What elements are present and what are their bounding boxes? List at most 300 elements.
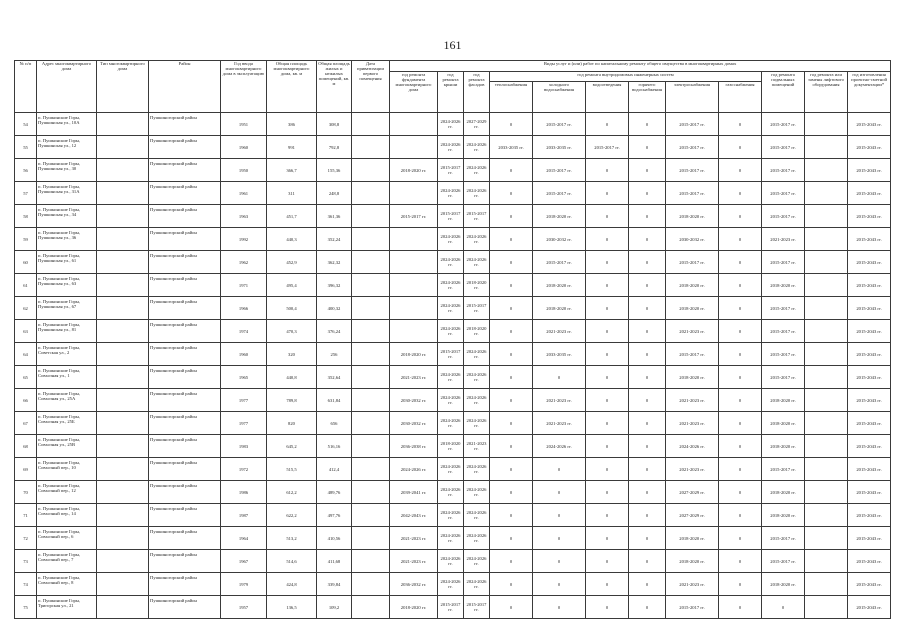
cell-privatization bbox=[352, 159, 390, 182]
cell-num: 69 bbox=[15, 458, 37, 481]
table-row bbox=[15, 412, 891, 435]
cell-address: п. Пушкинские Горы, Совхозная ул., 25А bbox=[37, 389, 97, 412]
cell-house-type bbox=[97, 596, 149, 619]
cell-num: 73 bbox=[15, 550, 37, 573]
cell-num: 56 bbox=[15, 159, 37, 182]
cell-heat: 0 bbox=[490, 320, 533, 343]
cell-design-docs: 2015-2043 гг. bbox=[848, 481, 891, 504]
cell-cold-water: 2021-2023 гг. bbox=[533, 412, 586, 435]
cell-hot-water: 0 bbox=[629, 136, 666, 159]
cell-house-type bbox=[97, 274, 149, 297]
cell-electric: 2015-2017 гг. bbox=[666, 113, 719, 136]
cell-total-area: 500,4 bbox=[267, 297, 317, 320]
cell-foundation bbox=[390, 113, 438, 136]
cell-lift bbox=[805, 343, 848, 366]
cell-roof: 2024-2026 гг. bbox=[438, 412, 464, 435]
cell-num: 61 bbox=[15, 274, 37, 297]
cell-design-docs: 2015-2043 гг. bbox=[848, 274, 891, 297]
cell-privatization bbox=[352, 251, 390, 274]
cell-electric: 2027-2029 гг. bbox=[666, 504, 719, 527]
cell-total-area: 470,3 bbox=[267, 320, 317, 343]
header-year: Год ввода многоквартирного дома в эксплуатацию bbox=[221, 61, 267, 113]
cell-house-type bbox=[97, 297, 149, 320]
cell-electric: 2021-2023 гг. bbox=[666, 389, 719, 412]
cell-facade: 2024-2026 гг. bbox=[464, 366, 490, 389]
table-row bbox=[15, 113, 891, 136]
cell-sewer: 0 bbox=[586, 596, 629, 619]
cell-basements: 2018-2020 гг. bbox=[762, 412, 805, 435]
cell-num: 65 bbox=[15, 366, 37, 389]
cell-heat: 0 bbox=[490, 113, 533, 136]
cell-num: 55 bbox=[15, 136, 37, 159]
cell-design-docs: 2015-2043 гг. bbox=[848, 136, 891, 159]
header-total-area: Общая площадь многоквартирного дома, кв. м bbox=[267, 61, 317, 113]
cell-facade: 2024-2026 гг. bbox=[464, 481, 490, 504]
cell-hot-water: 0 bbox=[629, 113, 666, 136]
cell-privatization bbox=[352, 228, 390, 251]
cell-design-docs: 2015-2043 гг. bbox=[848, 573, 891, 596]
cell-electric: 2015-2017 гг. bbox=[666, 182, 719, 205]
cell-heat: 0 bbox=[490, 389, 533, 412]
cell-district: Пушкиногорский район bbox=[149, 274, 221, 297]
cell-cold-water: 0 bbox=[533, 596, 586, 619]
cell-gas: 0 bbox=[719, 136, 762, 159]
cell-facade: 2024-2026 гг. bbox=[464, 251, 490, 274]
cell-house-type bbox=[97, 228, 149, 251]
cell-hot-water: 0 bbox=[629, 504, 666, 527]
cell-year: 1961 bbox=[221, 182, 267, 205]
cell-living-area: 412,4 bbox=[317, 458, 352, 481]
cell-lift bbox=[805, 205, 848, 228]
cell-hot-water: 0 bbox=[629, 297, 666, 320]
cell-hot-water: 0 bbox=[629, 205, 666, 228]
cell-electric: 2018-2020 гг. bbox=[666, 297, 719, 320]
cell-cold-water: 2021-2023 гг. bbox=[533, 389, 586, 412]
header-num: № п/п bbox=[15, 61, 37, 113]
cell-foundation bbox=[390, 182, 438, 205]
cell-district: Пушкиногорский район bbox=[149, 366, 221, 389]
cell-gas: 0 bbox=[719, 228, 762, 251]
cell-district: Пушкиногорский район bbox=[149, 573, 221, 596]
cell-lift bbox=[805, 412, 848, 435]
cell-gas: 0 bbox=[719, 481, 762, 504]
cell-heat: 0 bbox=[490, 366, 533, 389]
cell-year: 1957 bbox=[221, 596, 267, 619]
cell-hot-water: 0 bbox=[629, 389, 666, 412]
cell-gas: 0 bbox=[719, 297, 762, 320]
cell-facade: 2015-2017 гг. bbox=[464, 297, 490, 320]
cell-sewer: 0 bbox=[586, 458, 629, 481]
cell-lift bbox=[805, 550, 848, 573]
cell-basements: 2018-2020 гг. bbox=[762, 504, 805, 527]
cell-cold-water: 0 bbox=[533, 550, 586, 573]
cell-privatization bbox=[352, 136, 390, 159]
cell-electric: 2018-2020 гг. bbox=[666, 205, 719, 228]
cell-electric: 2018-2020 гг. bbox=[666, 550, 719, 573]
cell-electric: 2018-2020 гг. bbox=[666, 366, 719, 389]
cell-heat: 0 bbox=[490, 182, 533, 205]
cell-cold-water: 2018-2020 гг. bbox=[533, 205, 586, 228]
header-facade: год ремонта фасадов bbox=[464, 72, 490, 113]
cell-heat: 0 bbox=[490, 228, 533, 251]
cell-gas: 0 bbox=[719, 412, 762, 435]
cell-address: п. Пушкинские Горы, Пушкинская ул., 67 bbox=[37, 297, 97, 320]
table-row bbox=[15, 343, 891, 366]
cell-year: 1974 bbox=[221, 320, 267, 343]
cell-address: п. Пушкинские Горы, Пушкинская ул., 30 bbox=[37, 159, 97, 182]
cell-sewer: 0 bbox=[586, 113, 629, 136]
cell-facade: 2027-2029 гг. bbox=[464, 113, 490, 136]
cell-roof: 2018-2020 гг. bbox=[438, 435, 464, 458]
header-hot-water: горячего водоснабжения bbox=[629, 82, 666, 113]
cell-hot-water: 0 bbox=[629, 251, 666, 274]
cell-district: Пушкиногорский район bbox=[149, 297, 221, 320]
cell-house-type bbox=[97, 481, 149, 504]
cell-cold-water: 0 bbox=[533, 504, 586, 527]
table-row bbox=[15, 596, 891, 619]
cell-address: п. Пушкинские Горы, Пушкинская ул., 10А bbox=[37, 113, 97, 136]
cell-num: 70 bbox=[15, 481, 37, 504]
cell-num: 68 bbox=[15, 435, 37, 458]
cell-electric: 2015-2017 гг. bbox=[666, 136, 719, 159]
header-cold-water: холодного водоснабжения bbox=[533, 82, 586, 113]
cell-cold-water: 2015-2017 гг. bbox=[533, 182, 586, 205]
cell-design-docs: 2015-2043 гг. bbox=[848, 458, 891, 481]
table-row bbox=[15, 435, 891, 458]
cell-cold-water: 2030-2032 гг. bbox=[533, 228, 586, 251]
cell-house-type bbox=[97, 458, 149, 481]
cell-hot-water: 0 bbox=[629, 481, 666, 504]
cell-heat: 0 bbox=[490, 550, 533, 573]
cell-district: Пушкиногорский район bbox=[149, 435, 221, 458]
cell-house-type bbox=[97, 573, 149, 596]
cell-total-area: 440,3 bbox=[267, 228, 317, 251]
cell-district: Пушкиногорский район bbox=[149, 504, 221, 527]
cell-roof: 2015-2017 гг. bbox=[438, 205, 464, 228]
header-privatization: Дата приватизации первого помещения bbox=[352, 61, 390, 113]
cell-house-type bbox=[97, 159, 149, 182]
cell-num: 59 bbox=[15, 228, 37, 251]
cell-gas: 0 bbox=[719, 596, 762, 619]
cell-living-area: 376,24 bbox=[317, 320, 352, 343]
cell-sewer: 0 bbox=[586, 343, 629, 366]
cell-gas: 0 bbox=[719, 274, 762, 297]
cell-roof: 2024-2026 гг. bbox=[438, 458, 464, 481]
cell-hot-water: 0 bbox=[629, 435, 666, 458]
cell-living-area: 631,84 bbox=[317, 389, 352, 412]
cell-address: п. Пушкинские Горы, Пушкинская ул., 61 bbox=[37, 251, 97, 274]
cell-house-type bbox=[97, 205, 149, 228]
cell-sewer: 0 bbox=[586, 481, 629, 504]
cell-heat: 0 bbox=[490, 527, 533, 550]
cell-cold-water: 2033-2035 гг. bbox=[533, 343, 586, 366]
cell-year: 1986 bbox=[221, 481, 267, 504]
cell-facade: 2024-2026 гг. bbox=[464, 412, 490, 435]
cell-hot-water: 0 bbox=[629, 343, 666, 366]
cell-address: п. Пушкинские Горы, Советская ул., 2 bbox=[37, 343, 97, 366]
cell-roof: 2015-2017 гг. bbox=[438, 159, 464, 182]
cell-num: 67 bbox=[15, 412, 37, 435]
cell-electric: 2015-2017 гг. bbox=[666, 159, 719, 182]
cell-electric: 2021-2023 гг. bbox=[666, 573, 719, 596]
table-row bbox=[15, 320, 891, 343]
cell-design-docs: 2015-2043 гг. bbox=[848, 504, 891, 527]
cell-basements: 2018-2020 гг. bbox=[762, 481, 805, 504]
cell-roof: 2024-2026 гг. bbox=[438, 251, 464, 274]
cell-facade: 2024-2026 гг. bbox=[464, 527, 490, 550]
cell-living-area: 792,8 bbox=[317, 136, 352, 159]
cell-year: 1977 bbox=[221, 412, 267, 435]
cell-total-area: 515,5 bbox=[267, 458, 317, 481]
cell-gas: 0 bbox=[719, 251, 762, 274]
cell-roof: 2024-2026 гг. bbox=[438, 228, 464, 251]
cell-roof: 2024-2026 гг. bbox=[438, 550, 464, 573]
table-row bbox=[15, 550, 891, 573]
header-house-type: Тип многоквартирного дома bbox=[97, 61, 149, 113]
cell-sewer: 0 bbox=[586, 297, 629, 320]
cell-district: Пушкиногорский район bbox=[149, 251, 221, 274]
cell-total-area: 424,8 bbox=[267, 573, 317, 596]
cell-house-type bbox=[97, 527, 149, 550]
cell-lift bbox=[805, 159, 848, 182]
cell-facade: 2018-2020 гг. bbox=[464, 320, 490, 343]
cell-total-area: 495,4 bbox=[267, 274, 317, 297]
cell-basements: 2015-2017 гг. bbox=[762, 366, 805, 389]
cell-num: 58 bbox=[15, 205, 37, 228]
cell-total-area: 320 bbox=[267, 343, 317, 366]
table-row bbox=[15, 366, 891, 389]
cell-sewer: 0 bbox=[586, 504, 629, 527]
cell-privatization bbox=[352, 113, 390, 136]
cell-basements: 2018-2020 гг. bbox=[762, 274, 805, 297]
cell-design-docs: 2015-2043 гг. bbox=[848, 435, 891, 458]
cell-privatization bbox=[352, 366, 390, 389]
cell-cold-water: 0 bbox=[533, 481, 586, 504]
cell-district: Пушкиногорский район bbox=[149, 228, 221, 251]
cell-roof: 2024-2026 гг. bbox=[438, 481, 464, 504]
cell-hot-water: 0 bbox=[629, 527, 666, 550]
cell-district: Пушкиногорский район bbox=[149, 481, 221, 504]
cell-electric: 2015-2017 гг. bbox=[666, 596, 719, 619]
cell-living-area: 361,36 bbox=[317, 205, 352, 228]
cell-heat: 0 bbox=[490, 205, 533, 228]
cell-lift bbox=[805, 504, 848, 527]
cell-hot-water: 0 bbox=[629, 274, 666, 297]
cell-roof: 2024-2026 гг. bbox=[438, 113, 464, 136]
cell-design-docs: 2015-2043 гг. bbox=[848, 205, 891, 228]
cell-privatization bbox=[352, 320, 390, 343]
cell-roof: 2024-2026 гг. bbox=[438, 527, 464, 550]
cell-basements: 2021-2023 гг. bbox=[762, 228, 805, 251]
cell-basements: 2015-2017 гг. bbox=[762, 527, 805, 550]
cell-address: п. Пушкинские Горы, Совхозная ул., 25Б bbox=[37, 412, 97, 435]
cell-design-docs: 2015-2043 гг. bbox=[848, 412, 891, 435]
cell-foundation: 2030-2032 гг. bbox=[390, 412, 438, 435]
cell-hot-water: 0 bbox=[629, 228, 666, 251]
cell-house-type bbox=[97, 136, 149, 159]
cell-sewer: 2015-2017 гг. bbox=[586, 136, 629, 159]
cell-foundation: 2042-2043 гг. bbox=[390, 504, 438, 527]
cell-foundation: 2021-2023 гг. bbox=[390, 550, 438, 573]
cell-basements: 2015-2017 гг. bbox=[762, 251, 805, 274]
page-number: 161 bbox=[443, 38, 462, 52]
cell-total-area: 789,8 bbox=[267, 389, 317, 412]
cell-total-area: 366,7 bbox=[267, 159, 317, 182]
cell-num: 74 bbox=[15, 573, 37, 596]
cell-heat: 0 bbox=[490, 297, 533, 320]
cell-roof: 2024-2026 гг. bbox=[438, 573, 464, 596]
cell-design-docs: 2015-2043 гг. bbox=[848, 366, 891, 389]
cell-sewer: 0 bbox=[586, 251, 629, 274]
cell-heat: 0 bbox=[490, 343, 533, 366]
cell-heat: 0 bbox=[490, 596, 533, 619]
cell-hot-water: 0 bbox=[629, 596, 666, 619]
header-living-area: Общая площадь жилых и нежилых помещений, кв. м bbox=[317, 61, 352, 113]
cell-gas: 0 bbox=[719, 182, 762, 205]
cell-electric: 2030-2032 гг. bbox=[666, 228, 719, 251]
cell-gas: 0 bbox=[719, 504, 762, 527]
cell-year: 1951 bbox=[221, 113, 267, 136]
cell-hot-water: 0 bbox=[629, 573, 666, 596]
cell-heat: 0 bbox=[490, 573, 533, 596]
table-row bbox=[15, 159, 891, 182]
cell-house-type bbox=[97, 366, 149, 389]
cell-privatization bbox=[352, 596, 390, 619]
cell-heat: 0 bbox=[490, 481, 533, 504]
header-roof: год ремонта крыши bbox=[438, 72, 464, 113]
cell-house-type bbox=[97, 412, 149, 435]
cell-privatization bbox=[352, 458, 390, 481]
cell-basements: 2015-2017 гг. bbox=[762, 136, 805, 159]
cell-total-area: 452,9 bbox=[267, 251, 317, 274]
cell-design-docs: 2015-2043 гг. bbox=[848, 389, 891, 412]
cell-cold-water: 0 bbox=[533, 366, 586, 389]
cell-district: Пушкиногорский район bbox=[149, 113, 221, 136]
cell-privatization bbox=[352, 527, 390, 550]
cell-privatization bbox=[352, 274, 390, 297]
cell-gas: 0 bbox=[719, 366, 762, 389]
cell-roof: 2024-2026 гг. bbox=[438, 297, 464, 320]
cell-gas: 0 bbox=[719, 389, 762, 412]
cell-lift bbox=[805, 458, 848, 481]
cell-district: Пушкиногорский район bbox=[149, 343, 221, 366]
cell-gas: 0 bbox=[719, 343, 762, 366]
cell-address: п. Пушкинские Горы, Совхозный пер., 14 bbox=[37, 504, 97, 527]
cell-basements: 2015-2017 гг. bbox=[762, 550, 805, 573]
cell-total-area: 386 bbox=[267, 113, 317, 136]
cell-living-area: 352,24 bbox=[317, 228, 352, 251]
cell-lift bbox=[805, 435, 848, 458]
cell-privatization bbox=[352, 435, 390, 458]
cell-district: Пушкиногорский район bbox=[149, 182, 221, 205]
cell-foundation: 2018-2020 гг. bbox=[390, 159, 438, 182]
cell-lift bbox=[805, 297, 848, 320]
cell-sewer: 0 bbox=[586, 228, 629, 251]
cell-total-area: 622,2 bbox=[267, 504, 317, 527]
cell-privatization bbox=[352, 550, 390, 573]
cell-privatization bbox=[352, 297, 390, 320]
cell-design-docs: 2015-2043 гг. bbox=[848, 297, 891, 320]
cell-roof: 2024-2026 гг. bbox=[438, 182, 464, 205]
cell-foundation bbox=[390, 297, 438, 320]
cell-lift bbox=[805, 389, 848, 412]
cell-sewer: 0 bbox=[586, 412, 629, 435]
table-row bbox=[15, 389, 891, 412]
cell-sewer: 0 bbox=[586, 389, 629, 412]
cell-hot-water: 0 bbox=[629, 550, 666, 573]
cell-house-type bbox=[97, 113, 149, 136]
cell-district: Пушкиногорский район bbox=[149, 205, 221, 228]
cell-gas: 0 bbox=[719, 573, 762, 596]
header-networks-group: год ремонта внутридомовых инженерных систем bbox=[490, 72, 762, 82]
cell-year: 1992 bbox=[221, 228, 267, 251]
cell-privatization bbox=[352, 481, 390, 504]
cell-foundation: 2015-2017 гг. bbox=[390, 205, 438, 228]
cell-address: п. Пушкинские Горы, Совхозный пер., 6 bbox=[37, 527, 97, 550]
cell-total-area: 311 bbox=[267, 182, 317, 205]
cell-design-docs: 2015-2043 гг. bbox=[848, 159, 891, 182]
cell-lift bbox=[805, 320, 848, 343]
cell-district: Пушкиногорский район bbox=[149, 159, 221, 182]
header-lift: год ремонта или замены лифтового оборудования bbox=[805, 72, 848, 113]
cell-year: 1971 bbox=[221, 274, 267, 297]
cell-sewer: 0 bbox=[586, 550, 629, 573]
header-design-docs: год изготовления проектно-сметной документации* bbox=[848, 72, 891, 113]
cell-num: 72 bbox=[15, 527, 37, 550]
cell-privatization bbox=[352, 205, 390, 228]
cell-design-docs: 2015-2043 гг. bbox=[848, 527, 891, 550]
cell-living-area: 352,64 bbox=[317, 366, 352, 389]
table-row bbox=[15, 527, 891, 550]
cell-house-type bbox=[97, 320, 149, 343]
cell-heat: 0 bbox=[490, 412, 533, 435]
cell-num: 62 bbox=[15, 297, 37, 320]
cell-district: Пушкиногорский район bbox=[149, 550, 221, 573]
cell-electric: 2018-2020 гг. bbox=[666, 274, 719, 297]
cell-foundation: 2036-2032 гг. bbox=[390, 573, 438, 596]
table-row bbox=[15, 136, 891, 159]
cell-house-type bbox=[97, 550, 149, 573]
cell-design-docs: 2015-2043 гг. bbox=[848, 320, 891, 343]
cell-address: п. Пушкинские Горы, Совхозный пер., 10 bbox=[37, 458, 97, 481]
cell-facade: 2024-2026 гг. bbox=[464, 504, 490, 527]
header-gas: газоснабжения bbox=[719, 82, 762, 113]
cell-cold-water: 2021-2023 гг. bbox=[533, 320, 586, 343]
cell-district: Пушкиногорский район bbox=[149, 527, 221, 550]
cell-foundation bbox=[390, 320, 438, 343]
cell-electric: 2015-2017 гг. bbox=[666, 343, 719, 366]
cell-num: 63 bbox=[15, 320, 37, 343]
cell-hot-water: 0 bbox=[629, 458, 666, 481]
cell-district: Пушкиногорский район bbox=[149, 136, 221, 159]
cell-facade: 2021-2023 гг. bbox=[464, 435, 490, 458]
cell-district: Пушкиногорский район bbox=[149, 458, 221, 481]
header-sewer: водоотведения bbox=[586, 82, 629, 113]
cell-facade: 2015-2017 гг. bbox=[464, 596, 490, 619]
cell-lift bbox=[805, 251, 848, 274]
cell-lift bbox=[805, 573, 848, 596]
cell-heat: 0 bbox=[490, 159, 533, 182]
cell-living-area: 396,32 bbox=[317, 274, 352, 297]
cell-foundation: 2039-2041 гг. bbox=[390, 481, 438, 504]
cell-facade: 2024-2026 гг. bbox=[464, 228, 490, 251]
cell-address: п. Пушкинские Горы, Пушкинская ул., 34 bbox=[37, 205, 97, 228]
cell-living-area: 489,76 bbox=[317, 481, 352, 504]
cell-basements: 2015-2017 гг. bbox=[762, 320, 805, 343]
cell-gas: 0 bbox=[719, 527, 762, 550]
cell-sewer: 0 bbox=[586, 435, 629, 458]
header-district: Район bbox=[149, 61, 221, 113]
